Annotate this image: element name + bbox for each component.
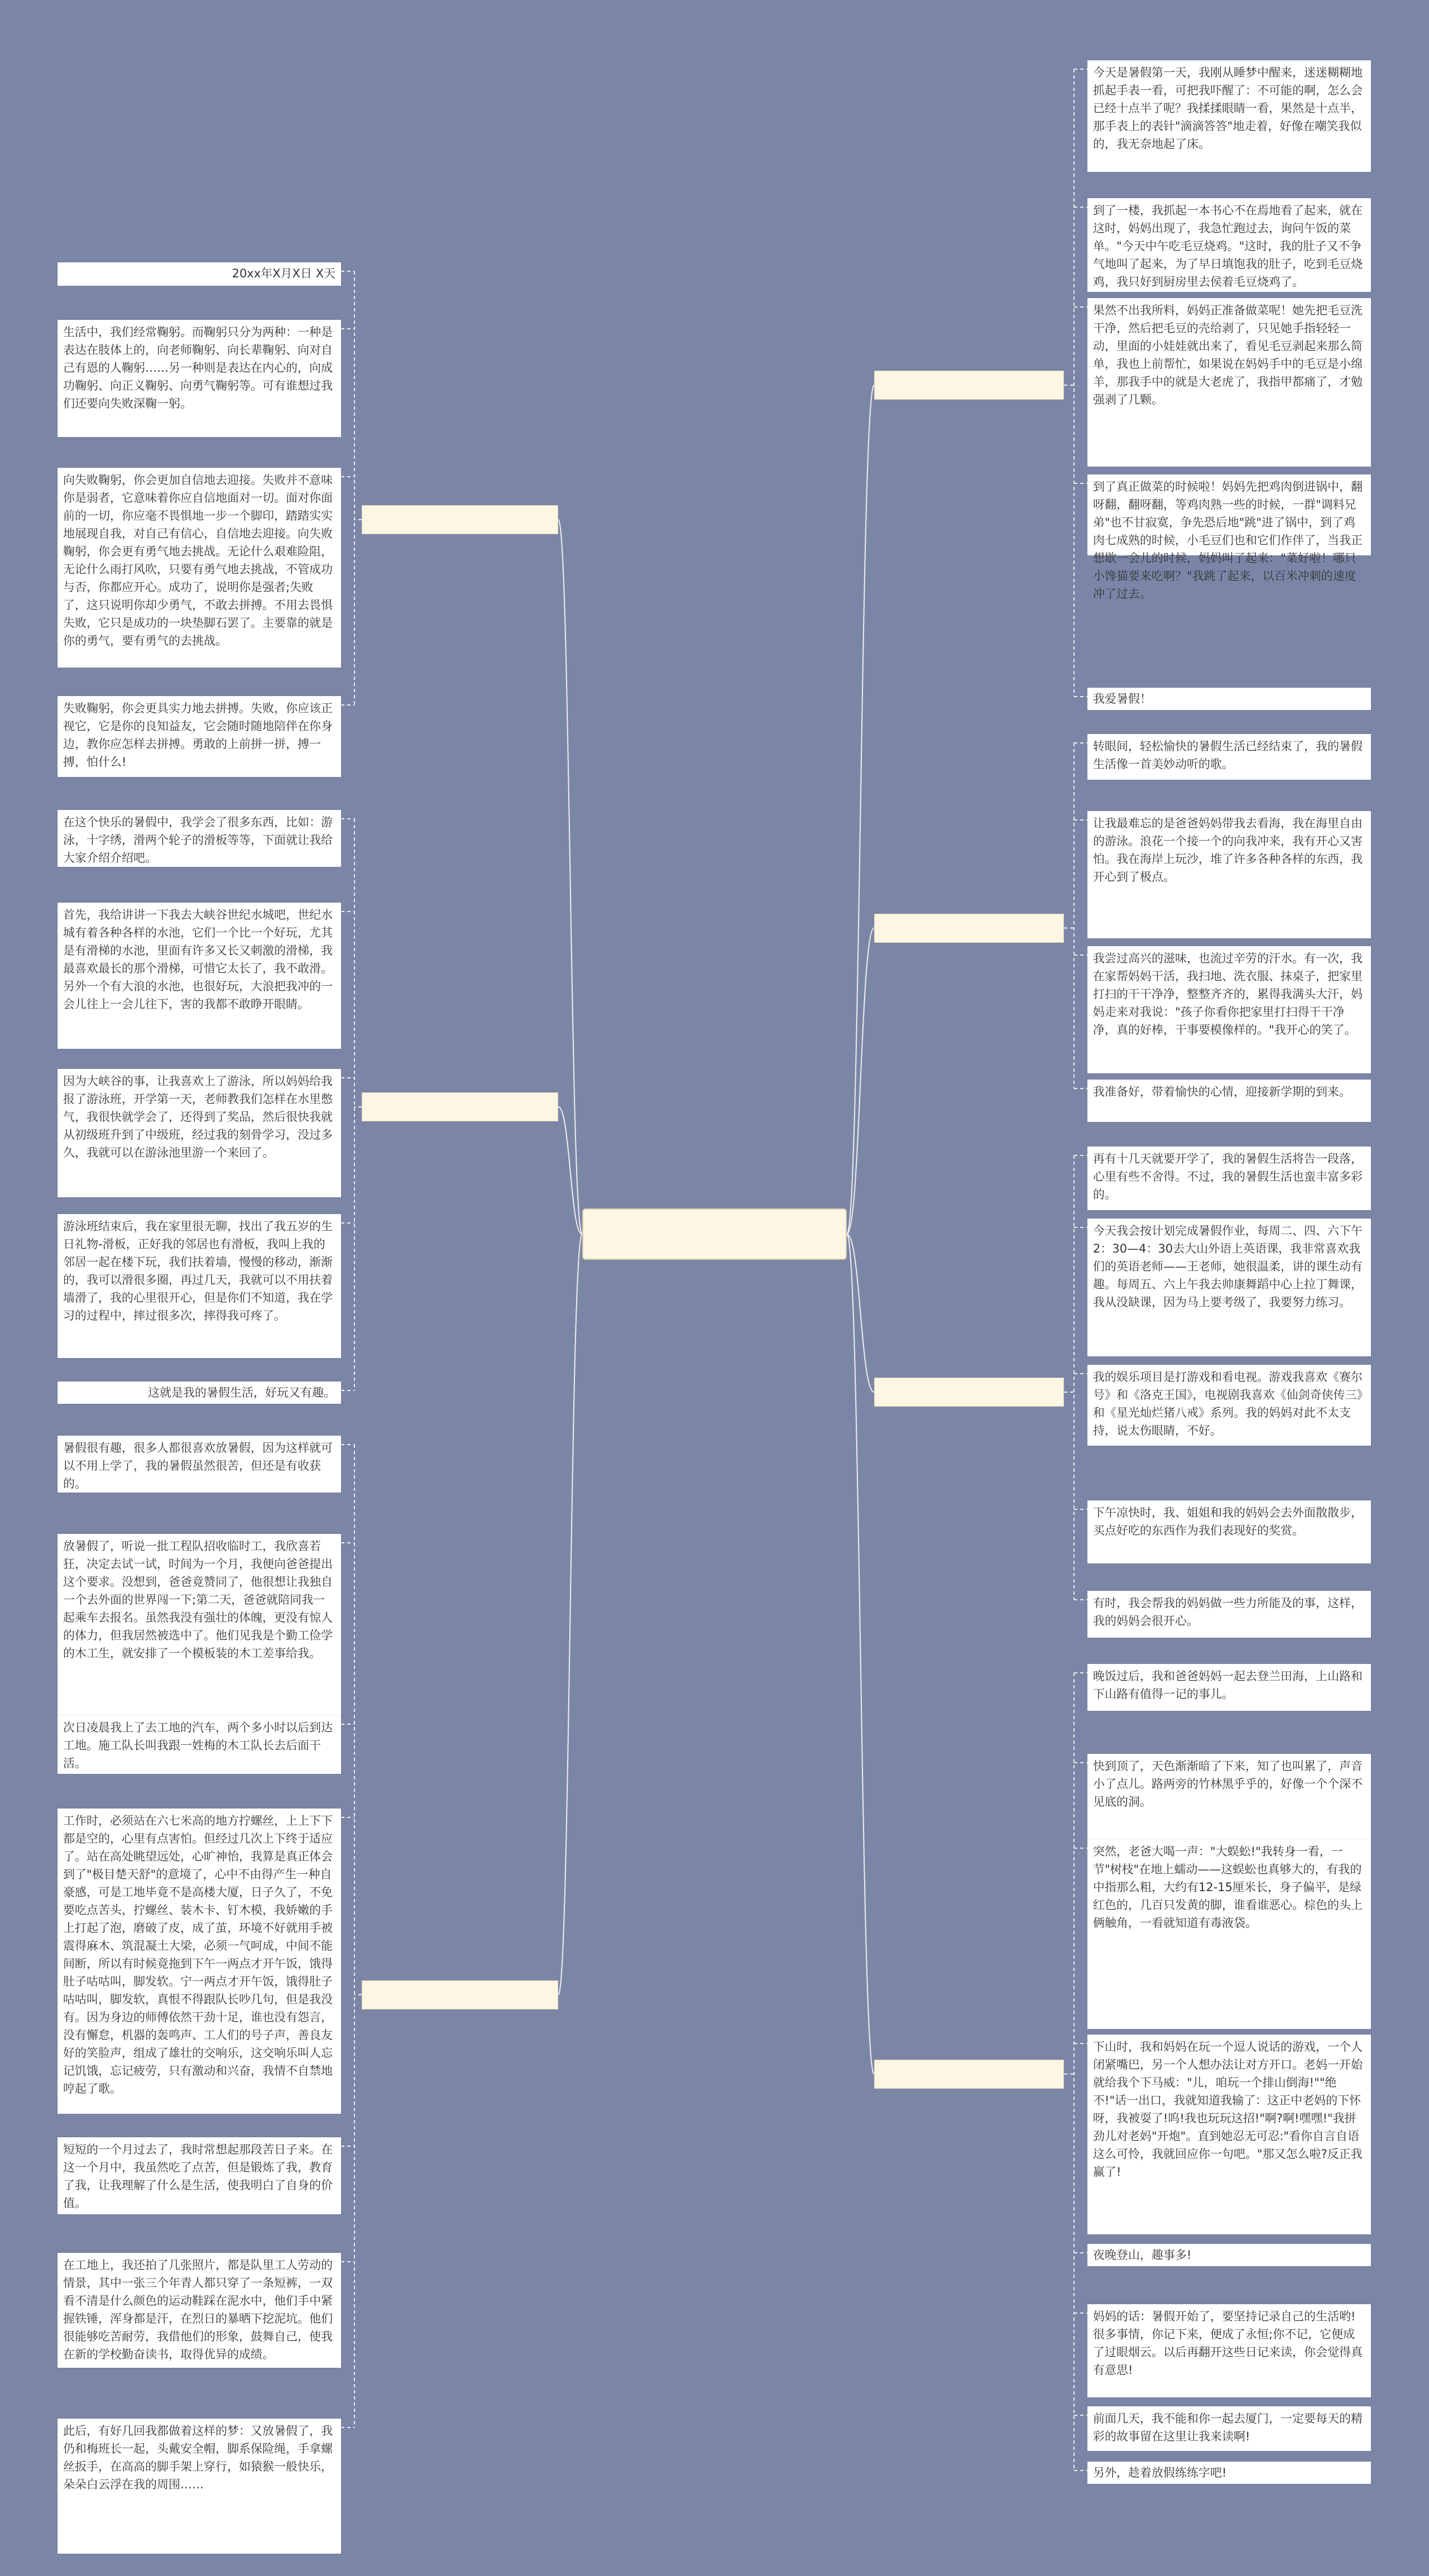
leaf-card: 妈妈的话：暑假开始了，要坚持记录自己的生活哟!很多事情，你记下来，便成了永恒;你不记，它便成了过眼烟云。以后再翻开这些日记来读，你会觉得真有意思! (1087, 2304, 1371, 2397)
leaf-card: 夜晚登山，趣事多! (1087, 2244, 1371, 2266)
leaf-card: 今天我会按计划完成暑假作业，每周二、四、六下午2：30—4：30去大山外语上英语课，我非常喜欢我们的英语老师——王老师，她很温柔，讲的课生动有趣。每周五、六上午我去帅康舞蹈中心上拉丁舞课，我从没缺课，因为马上要考级了，我要努力练习。 (1087, 1219, 1371, 1356)
branch-connector (847, 385, 874, 1234)
leaf-card: 另外，趁着放假练练字吧! (1087, 2462, 1371, 2484)
leaf-card: 生活中，我们经常鞠躬。而鞠躬只分为两种：一种是表达在肢体上的，向老师鞠躬、向长辈鞠躬、向对自己有恩的人鞠躬……另一种则是表达在内心的，向成功鞠躬、向正义鞠躬、向勇气鞠躬等。可有谁想过我们还要向失败深鞠一躬。 (57, 320, 341, 437)
leaf-card: 工作时，必须站在六七米高的地方拧螺丝，上上下下都是空的，心里有点害怕。但经过几次上下终于适应了。站在高处眺望远处，心旷神怡，我算是真正体会到了"极目楚天舒"的意境了，心中不由得产生一种自豪感，可是工地毕竟不是高楼大厦，日子久了，不免要吃点苦头，拧螺丝、装木卡、钉木模，我娇嫩的手上打起了泡，磨破了皮，成了茧，环境不好就用手被震得麻木、筑混凝土大梁，必须一气呵成，中间不能间断，所以有时候竟拖到下午一两点才开午饭，饿得肚子咕咕叫，脚发软。宁一两点才开午饭，饿得肚子咕咕叫，脚发软，真恨不得跟队长吵几句，但是我没有。因为身边的师傅依然干劲十足，谁也没有怨言，没有懈怠，机器的轰鸣声、工人们的号子声，善良友好的笑脸声，组成了雄壮的交响乐，这交响乐叫人忘记饥饿，忘记疲劳，只有激动和兴奋，我情不自禁地哼起了歌。 (57, 1809, 341, 2114)
branch-topic-6[interactable] (362, 1980, 558, 2009)
branch-topic-2[interactable] (362, 505, 558, 534)
leaf-card: 转眼间，轻松愉快的暑假生活已经结束了，我的暑假生活像一首美妙动听的歌。 (1087, 734, 1371, 780)
leaf-card: 再有十几天就要开学了，我的暑假生活将告一段落，心里有些不舍得。不过，我的暑假生活也蛮丰富多彩的。 (1087, 1147, 1371, 1210)
leaf-card: 前面几天，我不能和你一起去厦门，一定要每天的精彩的故事留在这里让我来读啊! (1087, 2406, 1371, 2451)
branch-topic-5[interactable] (874, 1378, 1064, 1407)
leaf-card: 我爱暑假！ (1087, 688, 1371, 710)
branch-topic-4[interactable] (362, 1092, 558, 1121)
leaf-card: 游泳班结束后，我在家里很无聊，找出了我五岁的生日礼物-滑板，正好我的邻居也有滑板，我叫上我的邻居一起在楼下玩，我们扶着墙，慢慢的移动，渐渐的，我可以滑很多圈，再过几天，我就可以不用扶着墙滑了，我的心里很开心，但是你们不知道，我在学习的过程中，摔过很多次，摔得我可疼了。 (57, 1214, 341, 1358)
branch-topic-7[interactable] (874, 2060, 1064, 2089)
leaf-card: 晚饭过后，我和爸爸妈妈一起去登兰田海，上山路和下山路有值得一记的事儿。 (1087, 1664, 1371, 1711)
leaf-card: 我的娱乐项目是打游戏和看电视。游戏我喜欢《赛尔号》和《洛克王国》，电视剧我喜欢《仙剑奇侠传三》和《星光灿烂猪八戒》系列。我的妈妈对此不太支持，说太伤眼睛，不好。 (1087, 1365, 1371, 1446)
leaf-card: 暑假很有趣，很多人都很喜欢放暑假，因为这样就可以不用上学了，我的暑假虽然很苦，但还是有收获的。 (57, 1436, 341, 1493)
branch-connector (558, 520, 582, 1234)
branch-connector (847, 928, 874, 1235)
leaf-card: 短短的一个月过去了，我时常想起那段苦日子来。在这一个月中，我虽然吃了点苦，但是锻炼了我，教育了我，让我理解了什么是生活，使我明白了自身的价值。 (57, 2137, 341, 2214)
leaf-card: 我尝过高兴的滋味，也流过辛劳的汗水。有一次，我在家帮妈妈干活，我扫地、洗衣服、抹桌子，把家里打扫的干干净净，整整齐齐的，累得我满头大汗，妈妈走来对我说："孩子你看你把家里打扫得干干净净，真的好棒，干事要模像样的。"我开心的笑了。 (1087, 946, 1371, 1073)
leaf-card: 让我最难忘的是爸爸妈妈带我去看海，我在海里自由的游泳。浪花一个接一个的向我冲来，我有开心又害怕。我在海岸上玩沙，堆了许多各种各样的东西，我开心到了极点。 (1087, 811, 1371, 938)
leaf-card: 今天是暑假第一天，我刚从睡梦中醒来，迷迷糊糊地抓起手表一看，可把我吓醒了：不可能的啊，怎么会已经十点半了呢？我揉揉眼睛一看，果然是十点半，那手表上的表针"滴滴答答"地走着，好像在嘲笑我似的，我无奈地起了床。 (1087, 60, 1371, 172)
leaf-card: 快到顶了，天色渐渐暗了下来，知了也叫累了，声音小了点儿。路两旁的竹林黑乎乎的，好像一个个深不见底的洞。 (1087, 1754, 1371, 1848)
leaf-card: 果然不出我所料，妈妈正准备做菜呢！她先把毛豆洗干净，然后把毛豆的壳给剥了，只见她手指轻轻一动，里面的小娃娃就出来了，看见毛豆剥起来那么简单，我也上前帮忙，如果说在妈妈手中的毛豆是小绵羊，那我手中的就是大老虎了，我指甲都痛了，才勉强剥了几颗。 (1087, 298, 1371, 467)
leaf-card: 在这个快乐的暑假中，我学会了很多东西，比如：游泳，十字绣，滑两个轮子的滑板等等，下面就让我给大家介绍介绍吧。 (57, 810, 341, 867)
leaf-card: 首先，我给讲讲一下我去大峡谷世纪水城吧，世纪水城有着各种各样的水池，它们一个比一个好玩，尤其是有滑梯的水池，里面有许多又长又刺激的滑梯，我最喜欢最长的那个滑梯，可惜它太长了，我不敢滑。另外一个有大浪的水池，也很好玩，大浪把我冲的一会儿往上一会儿往下，害的我都不敢睁开眼睛。 (57, 903, 341, 1049)
leaf-card: 次日凌晨我上了去工地的汽车，两个多小时以后到达工地。施工队长叫我跟一姓梅的木工队长去后面干活。 (57, 1715, 341, 1774)
leaf-card: 因为大峡谷的事，让我喜欢上了游泳，所以妈妈给我报了游泳班，开学第一天，老师教我们怎样在水里憋气，我很快就学会了，还得到了奖品，然后很快我就从初级班升到了中级班，经过我的刻骨学习，没过多久，我就可以在游泳池里游一个来回了。 (57, 1069, 341, 1197)
leaf-card: 突然，老爸大喝一声："大蜈蚣!"我转身一看，一节"树枝"在地上蠕动——这蜈蚣也真够大的，有我的中指那么粗，大约有12-15厘米长，身子偏平，是绿红色的，几百只发黄的脚，谁看谁恶心。棕色的头上俩触角，一看就知道有毒液袋。 (1087, 1839, 1371, 2029)
leaf-card: 向失败鞠躬，你会更加自信地去迎接。失败并不意味你是弱者，它意味着你应自信地面对一切。面对你面前的一切，你应毫不畏惧地一步一个脚印，踏踏实实地展现自我，对自己有信心，自信地去迎接。向失败鞠躬，你会更有勇气地去挑战。无论什么艰难险阻，无论什么雨打风吹，只要有勇气地去挑战，不管成功与否，你都应开心。成功了，说明你是强者;失败了，这只说明你却少勇气，不敢去拼搏。不用去畏惧失败，它只是成功的一块垫脚石罢了。主要靠的就是你的勇气，要有勇气的去挑战。 (57, 468, 341, 668)
leaf-card: 到了一楼，我抓起一本书心不在焉地看了起来，就在这时，妈妈出现了，我急忙跑过去，询问午饭的菜单。"今天中午吃毛豆烧鸡。"这时，我的肚子又不争气地叫了起来，为了早日填饱我的肚子，吃到毛豆烧鸡，我只好到厨房里去侯着毛豆烧鸡了。 (1087, 198, 1371, 292)
branch-connector (847, 1234, 874, 2074)
leaf-card: 放暑假了，听说一批工程队招收临时工，我欣喜若狂，决定去试一试，时间为一个月，我便向爸爸提出这个要求。没想到，爸爸竟赞同了，他很想让我独自一个去外面的世界闯一下;第二天，爸爸就陪同我一起乘车去报名。虽然我没有强壮的体魄，更没有惊人的体力，但我居然被选中了。他们见我是个勤工俭学的木工生，就安排了一个模板装的木工差事给我。 (57, 1534, 341, 1718)
leaf-card: 这就是我的暑假生活，好玩又有趣。 (57, 1381, 341, 1404)
branch-connector (558, 1234, 582, 1995)
branch-topic-1[interactable] (874, 371, 1064, 400)
leaf-card: 20xx年X月X日 X天 (57, 262, 341, 286)
leaf-card: 我准备好，带着愉快的心情，迎接新学期的到来。 (1087, 1080, 1371, 1122)
leaf-card: 到了真正做菜的时候啦！妈妈先把鸡肉倒进锅中，翻呀翻，翻呀翻，等鸡肉熟一些的时候，一群"调料兄弟"也不甘寂寞，争先恐后地"跳"进了锅中，到了鸡肉七成熟的时候，小毛豆们也和它们作伴了，当我正想歇一会儿的时候，妈妈叫了起来："菜好啦！哪只小馋猫要来吃啊？"我跳了起来，以百米冲刺的速度冲了过去。 (1087, 474, 1371, 555)
leaf-card: 在工地上，我还拍了几张照片，都是队里工人劳动的情景，其中一张三个年青人都只穿了一条短裤，一双看不清是什么颜色的运动鞋踩在泥水中，他们手中紧握铁锤，浑身都是汗，在烈日的暴晒下挖泥坑。他们很能够吃苦耐劳，我借他们的形象，鼓舞自己，使我在新的学校勤奋读书，取得优异的成绩。 (57, 2253, 341, 2368)
center-topic[interactable] (582, 1208, 847, 1260)
leaf-card: 下山时，我和妈妈在玩一个逗人说话的游戏，一个人闭紧嘴巴，另一个人想办法让对方开口。老妈一开始就给我个下马威："儿，咱玩一个排山倒海!""绝不!"话一出口，我就知道我输了：这正中老妈的下怀呀，我被耍了!呜!我也玩玩这招!"啊?啊!嘿嘿!"我拼劲儿对老妈"开炮"。直到她忍无可忍:"看你自言自语这么可怜，我就回应你一句吧。"那又怎么啦?反正我赢了! (1087, 2035, 1371, 2234)
leaf-card: 有时，我会帮我的妈妈做一些力所能及的事，这样，我的妈妈会很开心。 (1087, 1591, 1371, 1638)
leaf-card: 此后，有好几回我都做着这样的梦：又放暑假了，我仍和梅班长一起，头戴安全帽，脚系保险绳，手拿螺丝扳手，在高高的脚手架上穿行，如猿猴一般快乐，朵朵白云浮在我的周围…… (57, 2419, 341, 2554)
leaf-card: 下午凉快时，我、姐姐和我的妈妈会去外面散散步，买点好吃的东西作为我们表现好的奖赏。 (1087, 1500, 1371, 1563)
leaf-card: 失败鞠躬，你会更具实力地去拼搏。失败，你应该正视它，它是你的良知益友，它会随时随地陪伴在你身边，教你应怎样去拼搏。勇敢的上前拼一拼，搏一搏，怕什么! (57, 696, 341, 777)
branch-topic-3[interactable] (874, 914, 1064, 943)
